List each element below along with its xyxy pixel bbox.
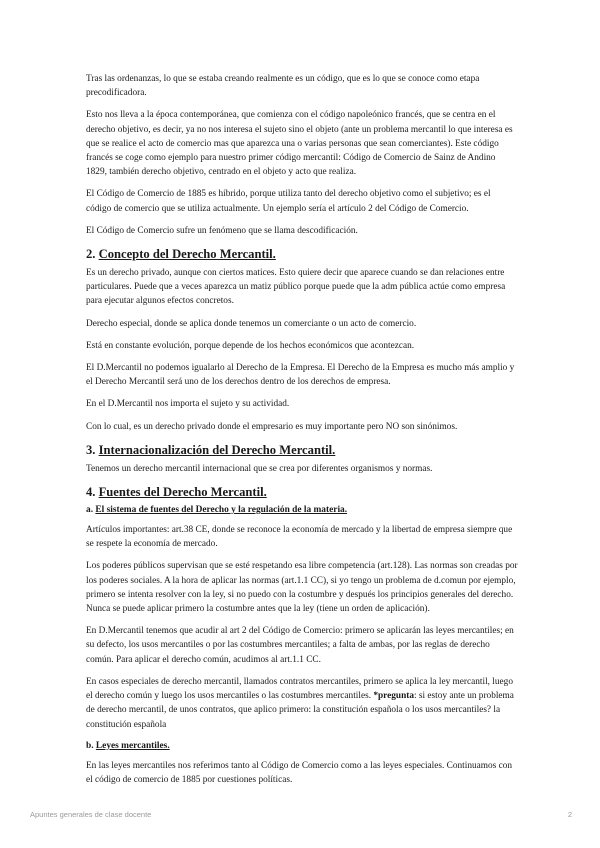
intro-paragraph-3: El Código de Comercio de 1885 es híbrido, porque utiliza tanto del derecho objetivo como el subjetivo; es el código de comercio que se utiliza actualmente. Un ejemplo sería el artículo 2 del Código de Comercio.: [86, 189, 491, 214]
section-2-paragraph-5: En el D.Mercantil nos importa el sujeto y su actividad.: [86, 399, 290, 410]
subsection-a-paragraph-4: [86, 675, 518, 732]
section-2-paragraph-3: Está en constante evolución, porque depende de los hechos económicos que acontezcan.: [86, 340, 415, 351]
subsection-a-heading: [86, 504, 518, 517]
section-4-number: 4.: [86, 485, 96, 500]
subsection-a-paragraph-4-question: : si estoy ante un problema de derecho mercantil, de unos contratos, que aplico primero: la constitución española o los usos mercantiles? la constitución española: [86, 691, 514, 730]
section-3-number: 3.: [86, 442, 96, 457]
section-2-paragraph-1: Es un derecho privado, aunque con ciertos matices. Esto quiere decir que aparece cuando se dan relaciones entre particulares. Puede que a veces aparezca un matiz público porque puede que la adm pública actúe como empresa para ejecutar algunos efectos concretos.: [86, 268, 506, 307]
intro-paragraph-4: El Código de Comercio sufre un fenómeno que se llama descodificación.: [86, 225, 358, 236]
section-2-heading: [86, 246, 518, 262]
subsection-b-title: Leyes mercantiles.: [95, 740, 170, 751]
section-3-paragraph-1: Tenemos un derecho mercantil internacional que se crea por diferentes organismos y normas.: [86, 463, 433, 474]
section-3-title: Internacionalización del Derecho Mercantil.: [98, 442, 336, 457]
subsection-a-title: El sistema de fuentes del Derecho y la regulación de la materia.: [95, 505, 348, 516]
subsection-a-paragraph-1: Artículos importantes: art.38 CE, donde se reconoce la economía de mercado y la libertad de empresa siempre que se respete la economía de mercado.: [86, 525, 513, 550]
section-2-paragraph-4: El D.Mercantil no podemos igualarlo al Derecho de la Empresa. El Derecho de la Empresa es mucho más amplio y el Derecho Mercantil será uno de los derechos dentro de los derechos de empresa.: [86, 363, 515, 388]
intro-paragraph-2: Esto nos lleva a la época contemporánea, que comienza con el código napoleónico francés, que se centra en el derecho objetivo, es decir, ya no nos interesa el sujeto sino el objeto (ante un problema mercantil lo que interesa es que se realice el acto de comercio mas que aparezca una o varias personas que sean comerciantes). Este código francés se coge como ejemplo para nuestro primer código mercantil: Código de Comercio de Sainz de Andino 1829, también derecho objetivo, centrado en el objeto y acto que realiza.: [86, 110, 513, 178]
intro-paragraph-1: Tras las ordenanzas, lo que se estaba creando realmente es un código, que es lo que se conoce como etapa precodificadora.: [86, 74, 480, 99]
page-number: 2: [567, 810, 572, 819]
subsection-a-letter: a.: [86, 505, 94, 516]
section-3-heading: [86, 442, 518, 458]
subsection-a-paragraph-2: Los poderes públicos supervisan que se esté respetando esa libre competencia (art.128). Las normas son creadas por los poderes sociales. A la hora de aplicar las normas (art.1.1 CC), si yo tengo un problema de d.comun por ejemplo, primero se intenta resolver con la ley, si no puedo con la costumbre y después los principios generales del derecho. Nunca se puede aplicar primero la costumbre antes que la ley (tiene un orden de aplicación).: [86, 561, 518, 615]
section-4-title: Fuentes del Derecho Mercantil.: [98, 485, 267, 500]
section-2-paragraph-6: Con lo cual, es un derecho privado donde el empresario es muy importante pero NO son sinónimos.: [86, 421, 458, 432]
question-marker: *pregunta: [373, 691, 414, 702]
section-2-title: Concepto del Derecho Mercantil.: [98, 247, 276, 262]
page-footer: [30, 810, 572, 819]
section-4-heading: [86, 484, 518, 500]
subsection-a-paragraph-3: En D.Mercantil tenemos que acudir al art 2 del Código de Comercio: primero se aplicarán las leyes mercantiles; en su defecto, los usos mercantiles o por las costumbres mercantiles; a falta de ambas, por las reglas de derecho común. Para aplicar el derecho común, acudimos al art.1.1 CC.: [86, 626, 514, 665]
subsection-a-paragraph-4-text: En casos especiales de derecho mercantil, llamados contratos mercantiles, primero se aplica la ley mercantil, luego el derecho común y luego los usos mercantiles o las costumbres mercantiles.: [86, 676, 513, 702]
document-body: [86, 72, 518, 795]
subsection-b-paragraph-1: En las leyes mercantiles nos referimos tanto al Código de Comercio como a las leyes especiales. Continuamos con el código de comercio de 1885 por cuestiones políticas.: [86, 760, 512, 785]
section-2-paragraph-2: Derecho especial, donde se aplica donde tenemos un comerciante o un acto de comercio.: [86, 318, 417, 329]
subsection-b-letter: b.: [86, 740, 94, 751]
section-2-number: 2.: [86, 247, 96, 262]
footer-text: Apuntes generales de clase docente: [30, 810, 152, 819]
subsection-b-heading: [86, 740, 518, 753]
